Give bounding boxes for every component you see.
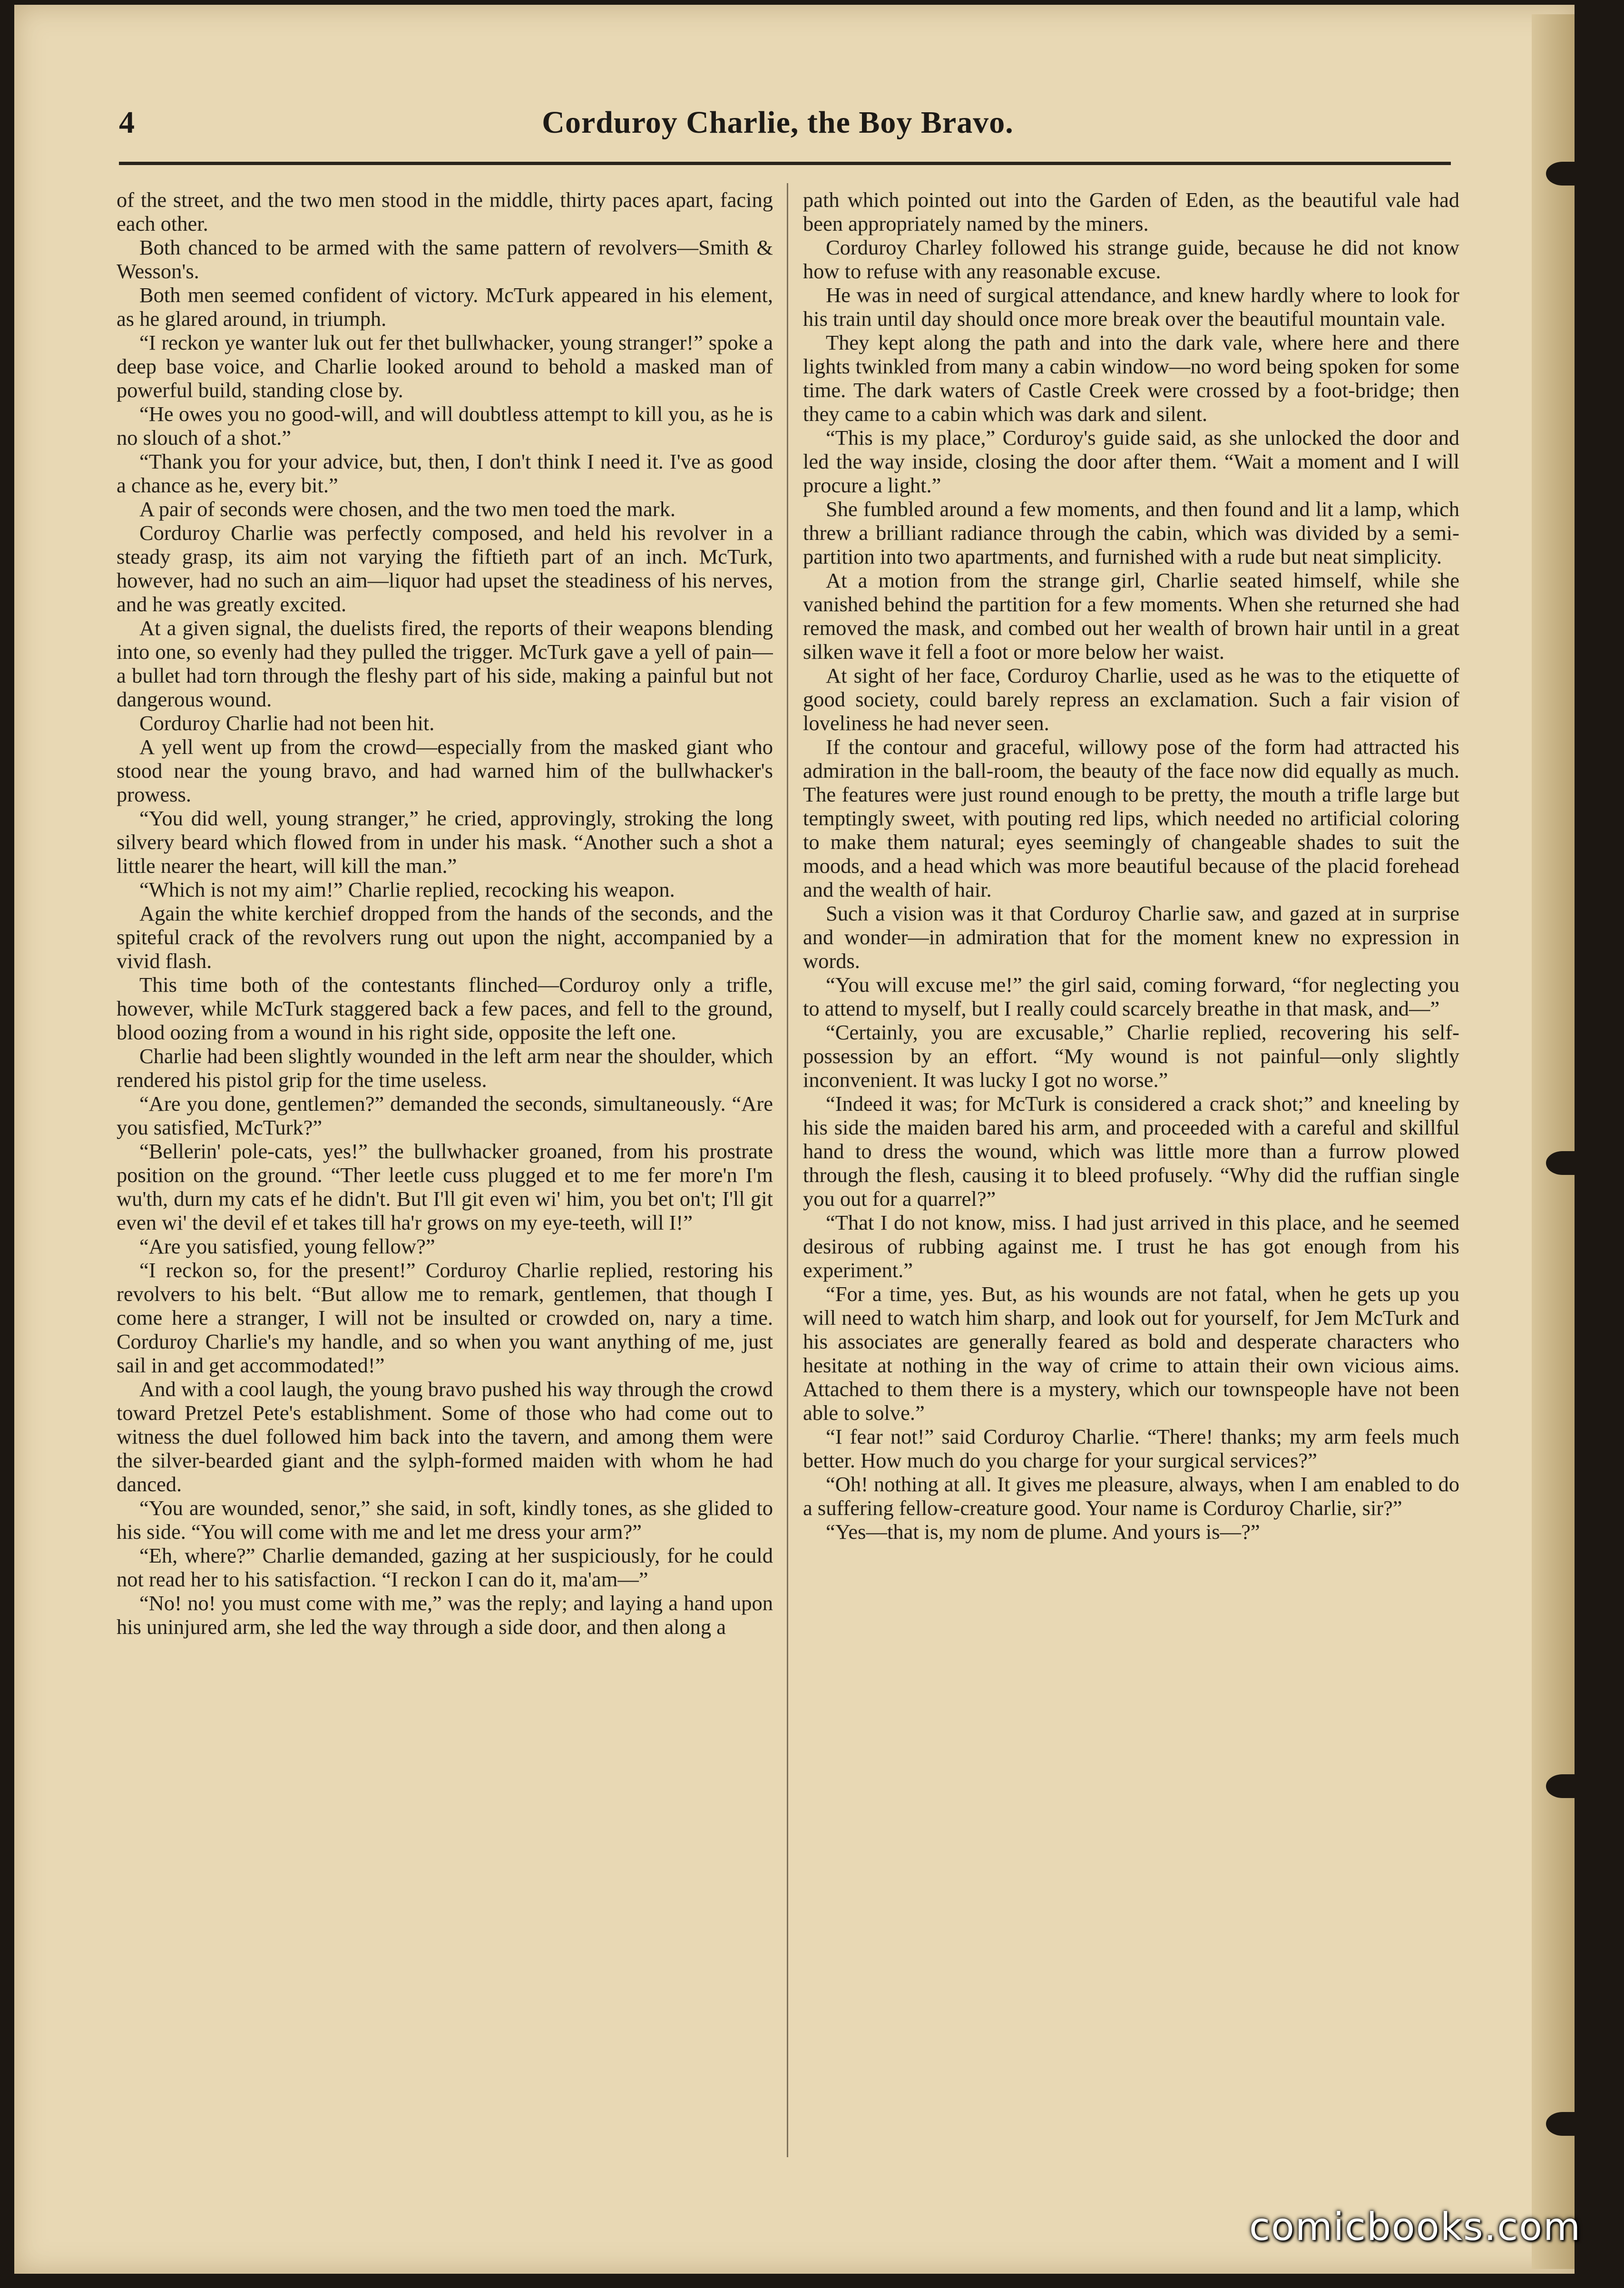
paragraph: “You did well, young stranger,” he cried, approvingly, stroking the long silvery beard which flowed from in under his mask. “Another such a shot a little nearer the heart, will kill the man.”	[117, 806, 773, 878]
paragraph: A yell went up from the crowd—especially from the masked giant who stood near the young bravo, and had warned him of the bullwhacker's prowess.	[117, 735, 773, 806]
paragraph: A pair of seconds were chosen, and the two men toed the mark.	[139, 497, 675, 521]
paragraph: If the contour and graceful, willowy pose of the form had attracted his admiration in the ball-room, the beauty of the face now did equally as much. The features were just round enough to be pretty, the mouth a trifle large but temptingly sweet, with pouting red lips, which needed no artificial coloring to make them natural; eyes seemingly of changeable shades to suit the moods, and a head which was more beautiful because of the placid forehead and the wealth of hair.	[803, 735, 1459, 901]
paragraph: “Are you done, gentlemen?” demanded the seconds, simultaneously. “Are you satisfied, McTurk?”	[117, 1092, 773, 1139]
column-divider	[787, 183, 788, 2157]
paragraph: He was in need of surgical attendance, and knew hardly where to look for his train until day should once more break over the beautiful mountain vale.	[803, 283, 1459, 331]
binding-hole-lower	[1546, 1774, 1579, 1798]
paragraph: At a given signal, the duelists fired, the reports of their weapons blending into one, so evenly had they pulled the trigger. McTurk gave a yell of pain—a bullet had torn through the fleshy part of his side, making a painful but not dangerous wound.	[117, 616, 773, 711]
paragraph: Such a vision was it that Corduroy Charlie saw, and gazed at in surprise and wonder—in admiration that for the moment knew no expression in words.	[803, 901, 1459, 973]
paragraph: They kept along the path and into the dark vale, where here and there lights twinkled from many a cabin window—no word being spoken for some time. The dark waters of Castle Creek were crossed by a foot-bridge; then they came to a cabin which was dark and silent.	[803, 331, 1459, 426]
header-rule	[119, 162, 1451, 165]
right-column	[803, 188, 1459, 2152]
page-header	[100, 100, 1456, 157]
paragraph: Again the white kerchief dropped from the hands of the seconds, and the spiteful crack of the revolvers rung out upon the night, accompanied by a vivid flash.	[117, 901, 773, 973]
paragraph: “He owes you no good-will, and will doubtless attempt to kill you, as he is no slouch of a shot.”	[117, 402, 773, 450]
paragraph: path which pointed out into the Garden of Eden, as the beautiful vale had been appropriately named by the miners.	[803, 188, 1459, 235]
paragraph: “You are wounded, senor,” she said, in soft, kindly tones, as she glided to his side. “You will come with me and let me dress your arm?”	[117, 1496, 773, 1544]
paragraph: Both men seemed confident of victory. McTurk appeared in his element, as he glared around, in triumph.	[117, 283, 773, 331]
paragraph: “I reckon so, for the present!” Corduroy Charlie replied, restoring his revolvers to his belt. “But allow me to remark, gentlemen, that though I come here a stranger, I will not be insulted or crowded on, nary a time. Corduroy Charlie's my handle, and so when you want anything of me, just sail in and get accommodated!”	[117, 1258, 773, 1377]
page-number: 4	[119, 105, 135, 140]
paragraph: “Bellerin' pole-cats, yes!” the bullwhacker groaned, from his prostrate position on the ground. “Ther leetle cuss plugged et to me fer more'n I'm wu'th, durn my cats ef he didn't. But I'll git even wi' him, you bet on't; I'll git even wi' the devil ef et takes till ha'r grows on my eye-teeth, will I!”	[117, 1139, 773, 1234]
left-column	[117, 188, 773, 2152]
paragraph: “Oh! nothing at all. It gives me pleasure, always, when I am enabled to do a suffering fellow-creature good. Your name is Corduroy Charlie, sir?”	[803, 1472, 1459, 1520]
paragraph: “No! no! you must come with me,” was the reply; and laying a hand upon his uninjured arm, she led the way through a side door, and then along a	[117, 1591, 773, 1639]
paragraph: of the street, and the two men stood in the middle, thirty paces apart, facing each other.	[117, 188, 773, 235]
paragraph: And with a cool laugh, the young bravo pushed his way through the crowd toward Pretzel Pete's establishment. Some of those who had come out to witness the duel followed him back into the tavern, and among them were the silver-bearded giant and the sylph-formed maiden with whom he had danced.	[117, 1377, 773, 1496]
paragraph: Corduroy Charley followed his strange guide, because he did not know how to refuse with any reasonable excuse.	[803, 235, 1459, 283]
paragraph: Both chanced to be armed with the same pattern of revolvers—Smith & Wesson's.	[117, 235, 773, 283]
paragraph: “Which is not my aim!” Charlie replied, recocking his weapon.	[139, 878, 675, 901]
paragraph: “I fear not!” said Corduroy Charlie. “There! thanks; my arm feels much better. How much do you charge for your surgical services?”	[803, 1425, 1459, 1472]
site-watermark: comicbooks.com	[1249, 2205, 1581, 2249]
binding-hole-top	[1546, 162, 1579, 186]
paragraph: Corduroy Charlie was perfectly composed, and held his revolver in a steady grasp, its aim not varying the fiftieth part of an inch. McTurk, however, had no such an aim—liquor had upset the steadiness of his nerves, and he was greatly excited.	[117, 521, 773, 616]
page-edge	[1532, 14, 1575, 2269]
paragraph: “Are you satisfied, young fellow?”	[139, 1234, 435, 1258]
paragraph: “Eh, where?” Charlie demanded, gazing at her suspiciously, for he could not read her to his satisfaction. “I reckon I can do it, ma'am—”	[117, 1544, 773, 1591]
running-title: Corduroy Charlie, the Boy Bravo.	[542, 105, 1014, 140]
paragraph: Corduroy Charlie had not been hit.	[139, 711, 435, 735]
paragraph: “Indeed it was; for McTurk is considered a crack shot;” and kneeling by his side the maiden bared his arm, and proceeded with a careful and skillful hand to dress the wound, which was little more than a furrow plowed through the flesh, causing it to bleed profusely. “Why did the ruffian single you out for a quarrel?”	[803, 1092, 1459, 1211]
paragraph: “That I do not know, miss. I had just arrived in this place, and he seemed desirous of rubbing against me. I trust he has got enough from his experiment.”	[803, 1211, 1459, 1282]
paragraph: Charlie had been slightly wounded in the left arm near the shoulder, which rendered his pistol grip for the time useless.	[117, 1044, 773, 1092]
paragraph: “You will excuse me!” the girl said, coming forward, “for neglecting you to attend to myself, but I really could scarcely breathe in that mask, and—”	[803, 973, 1459, 1020]
binding-hole-middle	[1546, 1151, 1579, 1175]
paragraph: At sight of her face, Corduroy Charlie, used as he was to the etiquette of good society, could barely repress an exclamation. Such a fair vision of loveliness he had never seen.	[803, 664, 1459, 735]
paragraph: “Certainly, you are excusable,” Charlie replied, recovering his self-possession by an effort. “My wound is not painful—only slightly inconvenient. It was lucky I got no worse.”	[803, 1020, 1459, 1092]
paragraph: “Yes—that is, my nom de plume. And yours is—?”	[826, 1520, 1260, 1544]
paragraph: She fumbled around a few moments, and then found and lit a lamp, which threw a brilliant radiance through the cabin, which was divided by a semi-partition into two apartments, and furnished with a rude but neat simplicity.	[803, 497, 1459, 568]
paragraph: At a motion from the strange girl, Charlie seated himself, while she vanished behind the partition for a few moments. When she returned she had removed the mask, and combed out her wealth of brown hair until in a great silken wave it fell a foot or more below her waist.	[803, 568, 1459, 664]
paragraph: This time both of the contestants flinched—Corduroy only a trifle, however, while McTurk staggered back a few paces, and fell to the ground, blood oozing from a wound in his right side, opposite the left one.	[117, 973, 773, 1044]
binding-hole-bottom	[1546, 2112, 1579, 2136]
paragraph: “This is my place,” Corduroy's guide said, as she unlocked the door and led the way inside, closing the door after them. “Wait a moment and I will procure a light.”	[803, 426, 1459, 497]
paragraph: “Thank you for your advice, but, then, I don't think I need it. I've as good a chance as he, every bit.”	[117, 450, 773, 497]
paragraph: “I reckon ye wanter luk out fer thet bullwhacker, young stranger!” spoke a deep base voice, and Charlie looked around to behold a masked man of powerful build, standing close by.	[117, 331, 773, 402]
paragraph: “For a time, yes. But, as his wounds are not fatal, when he gets up you will need to watch him sharp, and look out for yourself, for Jem McTurk and his associates are generally feared as bold and desperate characters who hesitate at nothing in the way of crime to attain their own vicious aims. Attached to them there is a mystery, which our townspeople have not been able to solve.”	[803, 1282, 1459, 1425]
